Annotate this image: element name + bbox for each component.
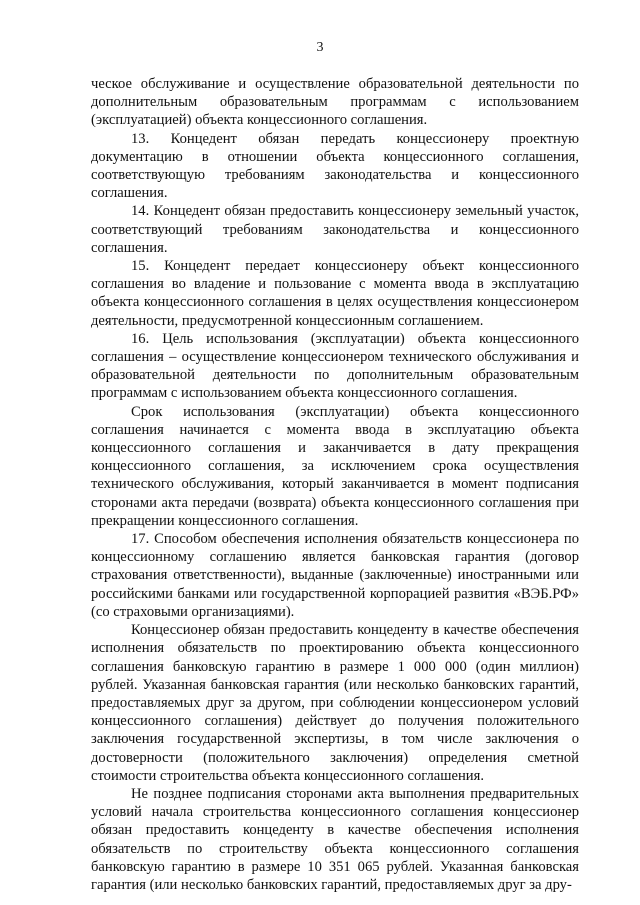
paragraph-item-13: 13. Концедент обязан передать концессионеру проектную документацию в отношении объекта концессионного соглашения, соответствующую требованиям законодательства и концессионного соглашения. bbox=[91, 130, 579, 202]
paragraph-item-16: 16. Цель использования (эксплуатации) объекта концессионного соглашения – осуществление концессионером технического обслуживания и образовательной деятельности по дополнительным образовательным программам с использованием объекта концессионного соглашения. bbox=[91, 330, 579, 402]
paragraph-item-14: 14. Концедент обязан предоставить концессионеру земельный участок, соответствующий требованиям законодательства и концессионного соглашения. bbox=[91, 203, 579, 256]
paragraph-item-17: 17. Способом обеспечения исполнения обязательств концессионера по концессионному соглашению является банковская гарантия (договор страхования ответственности), выданные (заключенные) иностранными или российскими банками или государственной корпорацией развития «ВЭБ.РФ» (со страховыми организациями). bbox=[91, 531, 579, 620]
document-body bbox=[91, 75, 579, 894]
paragraph-construction-guarantee: Не позднее подписания сторонами акта выполнения предварительных условий начала строительства концессионного соглашения концессионер обязан предоставить концеденту в качестве обеспечения исполнения обязательств по строительству объекта концессионного соглашения банковскую гарантию в размере 10 351 065 рублей. Указанная банковская гарантия (или несколько банковских гарантий, предоставляемых друг за дру- bbox=[91, 785, 579, 893]
paragraph-continuation: ческое обслуживание и осуществление образовательной деятельности по дополнительным образовательным программам с использованием (эксплуатацией) объекта концессионного соглашения. bbox=[91, 76, 579, 129]
page-number: 3 bbox=[316, 40, 324, 55]
paragraph-item-15: 15. Концедент передает концессионеру объект концессионного соглашения во владение и пользование с момента ввода в эксплуатацию объекта концессионного соглашения в целях осуществления концессионером деятельности, предусмотренной концессионным соглашением. bbox=[91, 258, 579, 329]
paragraph-usage-term: Срок использования (эксплуатации) объекта концессионного соглашения начинается с момента ввода в эксплуатацию объекта концессионного соглашения и заканчивается в дату прекращения концессионного соглашения, за исключением срока осуществления технического обслуживания, который заканчивается в момент подписания сторонами акта передачи (возврата) объекта концессионного соглашения при прекращении концессионного соглашения. bbox=[91, 403, 579, 529]
paragraph-design-guarantee: Концессионер обязан предоставить концеденту в качестве обеспечения исполнения обязательств по проектированию объекта концессионного соглашения банковскую гарантию в размере 1 000 000 (один миллион) рублей. Указанная банковская гарантия (или несколько банковских гарантий, предоставляемых друг за другом, при соблюдении концессионером условий концессионного соглашения) действует до получения положительного заключения государственной экспертизы, в том числе заключения о достоверности (положительного заключения) определения сметной стоимости строительства объекта концессионного соглашения. bbox=[91, 622, 579, 784]
